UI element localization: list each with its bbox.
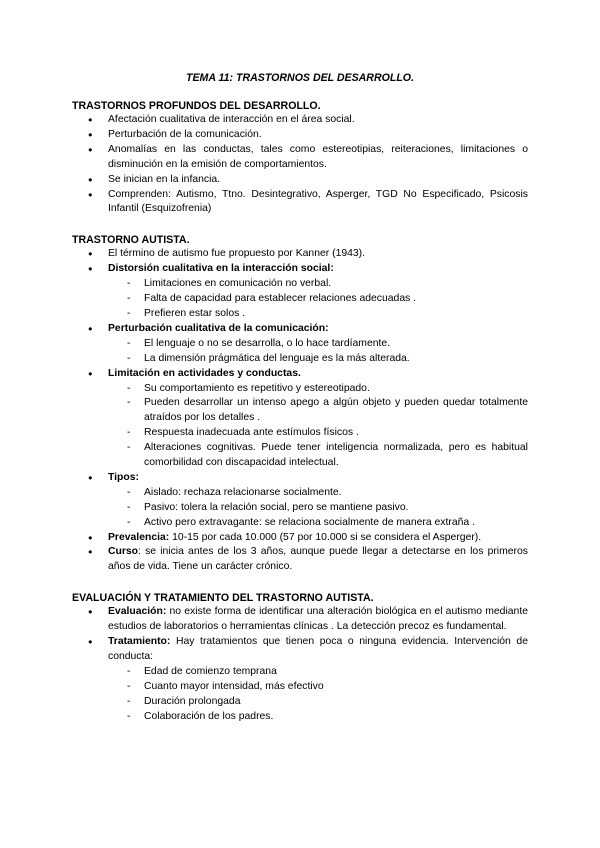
document-title: TEMA 11: TRASTORNOS DEL DESARROLLO. <box>186 72 414 84</box>
list-item: ● Perturbación de la comunicación. <box>72 128 528 143</box>
sub-item: - Prefieren estar solos . <box>72 307 528 322</box>
list-item: ● Comprenden: Autismo, Ttno. Desintegrativo, Asperger, TGD No Especificado, Psicosis Infantil (Esquizofrenia) <box>72 188 528 218</box>
list-item: ● Tratamiento: Hay tratamientos que tienen poca o ninguna evidencia. Intervención de conducta: <box>72 635 528 665</box>
sub-item: - La dimensión prágmática del lenguaje es la más alterada. <box>72 352 528 367</box>
sub-item: - Pueden desarrollar un intenso apego a algún objeto y pueden quedar totalmente atraídos por los detalles . <box>72 396 528 426</box>
section-heading: TRASTORNO AUTISTA. <box>72 234 190 247</box>
sub-item: - Aislado: rechaza relacionarse socialmente. <box>72 486 528 501</box>
sub-item: - Respuesta inadecuada ante estímulos físicos . <box>72 426 528 441</box>
section-heading: TRASTORNOS PROFUNDOS DEL DESARROLLO. <box>72 100 321 112</box>
section-heading: EVALUACIÓN Y TRATAMIENTO DEL TRASTORNO AUTISTA. <box>72 592 374 605</box>
sub-item: - Falta de capacidad para establecer relaciones adecuadas . <box>72 292 528 307</box>
sub-item: - El lenguaje o no se desarrolla, o lo hace tardíamente. <box>72 337 528 352</box>
sub-item: - Limitaciones en comunicación no verbal. <box>72 277 528 292</box>
list-item: ● Curso: se inicia antes de los 3 años, aunque puede llegar a detectarse en los primeros años de vida. Tiene un carácter crónico. <box>72 545 528 575</box>
sub-item: - Su comportamiento es repetitivo y estereotipado. <box>72 382 528 397</box>
sub-item: - Edad de comienzo temprana <box>72 665 528 680</box>
list-item: ● Prevalencia: 10-15 por cada 10.000 (57 por 10.000 si se considera el Asperger). <box>72 531 528 546</box>
bullet-list <box>72 247 528 575</box>
bullet-list <box>72 113 528 217</box>
list-item: ● Distorsión cualitativa en la interacción social: <box>72 262 528 277</box>
sub-item: - Pasivo: tolera la relación social, pero se mantiene pasivo. <box>72 501 528 516</box>
sub-item: - Cuanto mayor intensidad, más efectivo <box>72 680 528 695</box>
list-item: ● Limitación en actividades y conductas. <box>72 367 528 382</box>
list-item: ● Anomalías en las conductas, tales como estereotipias, reiteraciones, limitaciones o disminución en la emisión de comportamientos. <box>72 143 528 173</box>
list-item: ● Evaluación: no existe forma de identificar una alteración biológica en el autismo mediante estudios de laboratorios o herramientas clínicas . La detección precoz es fundamental. <box>72 605 528 635</box>
list-item: ● Perturbación cualitativa de la comunicación: <box>72 322 528 337</box>
list-item: ● Tipos: <box>72 471 528 486</box>
section-trastorno-autista <box>72 233 528 575</box>
section-trastornos-profundos <box>72 99 528 217</box>
list-item: ● Se inician en la infancia. <box>72 173 528 188</box>
list-item: ● El término de autismo fue propuesto por Kanner (1943). <box>72 247 528 262</box>
sub-item: - Duración prolongada <box>72 695 528 710</box>
sub-item: - Alteraciones cognitivas. Puede tener inteligencia normalizada, pero es habitual comorbilidad con discapacidad intelectual. <box>72 441 528 471</box>
sub-item: - Activo pero extravagante: se relaciona socialmente de manera extraña . <box>72 516 528 531</box>
sub-item: - Colaboración de los padres. <box>72 710 528 725</box>
section-evaluacion-tratamiento <box>72 591 528 724</box>
bullet-list <box>72 605 528 724</box>
list-item: ● Afectación cualitativa de interacción en el área social. <box>72 113 528 128</box>
